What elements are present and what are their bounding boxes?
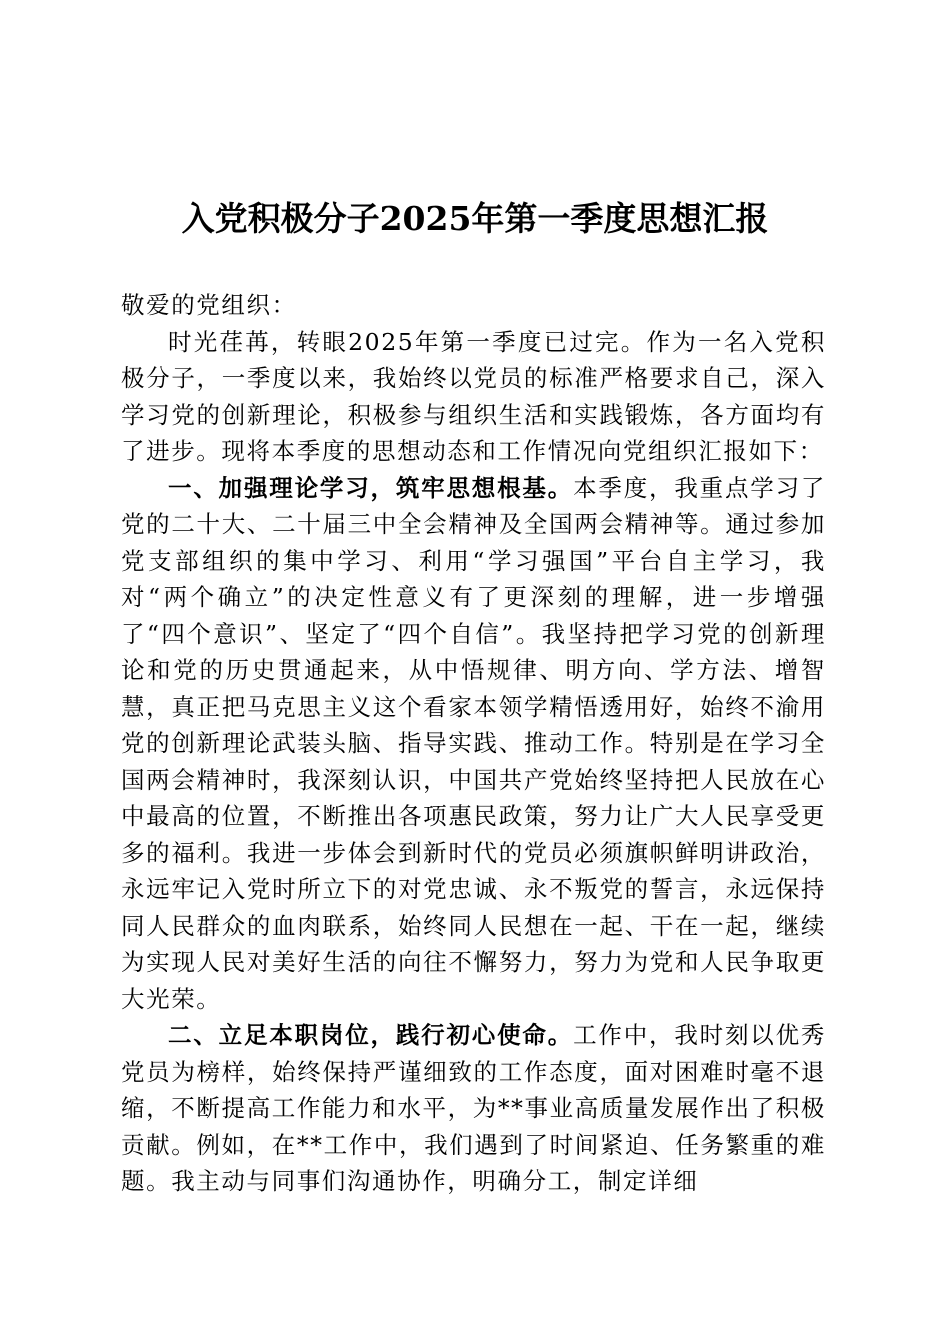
salutation: 敬爱的党组织：	[121, 291, 297, 319]
section-heading-1: 一、加强理论学习，筑牢思想根基。	[168, 473, 574, 502]
section-text-1: 本季度，我重点学习了党的二十大、二十届三中全会精神及全国两会精神等。通过参加党支部组织的集中学习、利用“学习强国”平台自主学习，我对“两个确立”的决定性意义有了更深刻的理解，进一步增强了“四个意识”、坚定了“四个自信”。我坚持把学习党的创新理论和党的历史贯通起来，从中悟规律、明方向、学方法、增智慧，真正把马克思主义这个看家本领学精悟透用好，始终不渝用党的创新理论武装头脑、指导实践、推动工作。特别是在学习全国两会精神时，我深刻认识，中国共产党始终坚持把人民放在心中最高的位置，不断推出各项惠民政策，努力让广大人民享受更多的福利。我进一步体会到新时代的党员必须旗帜鲜明讲政治，永远牢记入党时所立下的对党忠诚、永不叛党的誓言，永远保持同人民群众的血肉联系，始终同人民想在一起、干在一起，继续为实现人民对美好生活的向往不懈努力，努力为党和人民争取更大光荣。	[121, 473, 827, 1013]
section-paragraph-2	[121, 1017, 826, 1200]
intro-paragraph: 时光荏苒，转眼2025年第一季度已过完。作为一名入党积极分子，一季度以来，我始终以党员的标准严格要求自己，深入学习党的创新理论，积极参与组织生活和实践锻炼，各方面均有了进步。现将本季度的思想动态和工作情况向党组织汇报如下：	[121, 327, 826, 465]
section-text-2: 工作中，我时刻以优秀党员为榜样，始终保持严谨细致的工作态度，面对困难时毫不退缩，不断提高工作能力和水平，为**事业高质量发展作出了积极贡献。例如，在**工作中，我们遇到了时间紧迫、任务繁重的难题。我主动与同事们沟通协作，明确分工，制定详细	[121, 1021, 827, 1195]
section-paragraph-1	[121, 470, 826, 1018]
document-title: 入党积极分子2025年第一季度思想汇报	[181, 199, 769, 238]
section-heading-2: 二、立足本职岗位，践行初心使命。	[168, 1021, 574, 1049]
document-body	[121, 287, 826, 1200]
